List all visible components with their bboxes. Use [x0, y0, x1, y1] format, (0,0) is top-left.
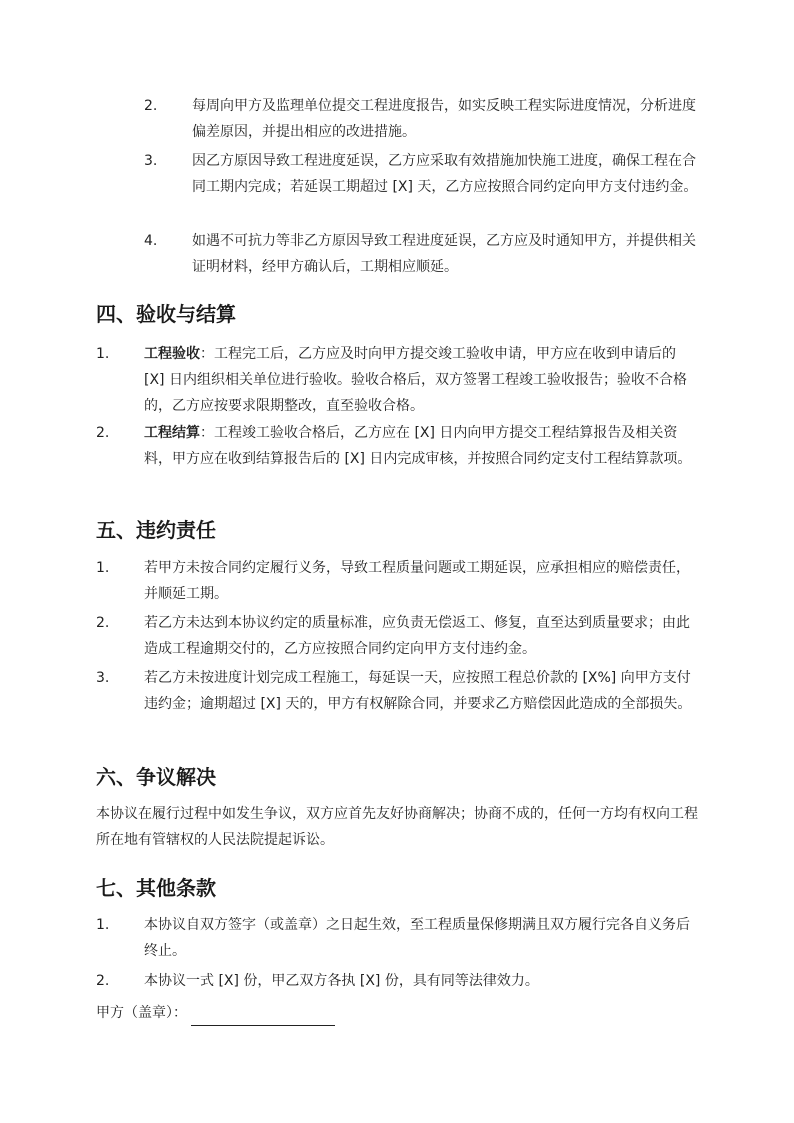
clause-label: 工程结算 [144, 425, 200, 441]
list-item [96, 420, 700, 472]
section-heading: 六、争议解决 [96, 765, 216, 789]
list-item [96, 93, 700, 145]
list-text: 如遇不可抗力等非乙方原因导致工程进度延误，乙方应及时通知甲方，并提供相关证明材料，经甲方确认后，工期相应顺延。 [192, 233, 696, 275]
list-text: 若乙方未达到本协议约定的质量标准，应负责无偿返工、修复，直至达到质量要求；由此造成工程逾期交付的，乙方应按照合同约定向甲方支付违约金。 [144, 615, 690, 657]
list-number: 4. [144, 233, 158, 249]
list-item [96, 555, 700, 607]
list-number: 2. [96, 425, 110, 441]
list-text: ：工程完工后，乙方应及时向甲方提交竣工验收申请，甲方应在收到申请后的 [X] 日内组织相关单位进行验收。验收合格后，双方签署工程竣工验收报告；验收不合格的，乙方应按要求限期整改，直至验收合格。 [144, 346, 687, 414]
list-number: 1. [96, 917, 110, 933]
list-item [96, 341, 700, 419]
list-number: 1. [96, 346, 110, 362]
list-number: 1. [96, 560, 110, 576]
party-a-label: 甲方（盖章）： [96, 1005, 187, 1021]
list-item [96, 228, 700, 280]
list-item [96, 912, 700, 964]
list-number: 3. [96, 670, 110, 686]
list-text: 若乙方未按进度计划完成工程施工，每延误一天，应按照工程总价款的 [X%] 向甲方支付违约金；逾期超过 [X] 天的，甲方有权解除合同，并要求乙方赔偿因此造成的全部损失。 [144, 670, 692, 712]
list-number: 3. [144, 153, 158, 169]
list-number: 2. [96, 615, 110, 631]
clause-label: 工程验收 [144, 346, 200, 362]
section-heading: 七、其他条款 [96, 876, 216, 900]
list-number: 2. [144, 98, 158, 114]
paragraph: 本协议在履行过程中如发生争议，双方应首先友好协商解决；协商不成的，任何一方均有权向工程所在地有管辖权的人民法院提起诉讼。 [96, 806, 698, 848]
section-heading: 五、违约责任 [96, 518, 216, 542]
list-text: 因乙方原因导致工程进度延误，乙方应采取有效措施加快施工进度，确保工程在合同工期内完成；若延误工期超过 [X] 天，乙方应按照合同约定向甲方支付违约金。 [192, 153, 698, 195]
list-text: 本协议自双方签字（或盖章）之日起生效，至工程质量保修期满且双方履行完各自义务后终止。 [144, 917, 690, 959]
list-text: ：工程竣工验收合格后，乙方应在 [X] 日内向甲方提交工程结算报告及相关资料，甲方应在收到结算报告后的 [X] 日内完成审核，并按照合同约定支付工程结算款项。 [144, 425, 692, 467]
section-heading: 四、验收与结算 [96, 302, 236, 326]
list-text: 每周向甲方及监理单位提交工程进度报告，如实反映工程实际进度情况，分析进度偏差原因，并提出相应的改进措施。 [192, 98, 696, 140]
list-item [96, 148, 700, 200]
signature-blank[interactable] [191, 1007, 335, 1026]
signature-line [96, 1000, 335, 1026]
list-number: 2. [96, 973, 110, 989]
list-item [96, 610, 700, 662]
list-text: 本协议一式 [X] 份，甲乙双方各执 [X] 份，具有同等法律效力。 [144, 973, 539, 989]
list-item [96, 968, 700, 994]
list-text: 若甲方未按合同约定履行义务，导致工程质量问题或工期延误，应承担相应的赔偿责任，并顺延工期。 [144, 560, 690, 602]
list-item [96, 665, 700, 717]
